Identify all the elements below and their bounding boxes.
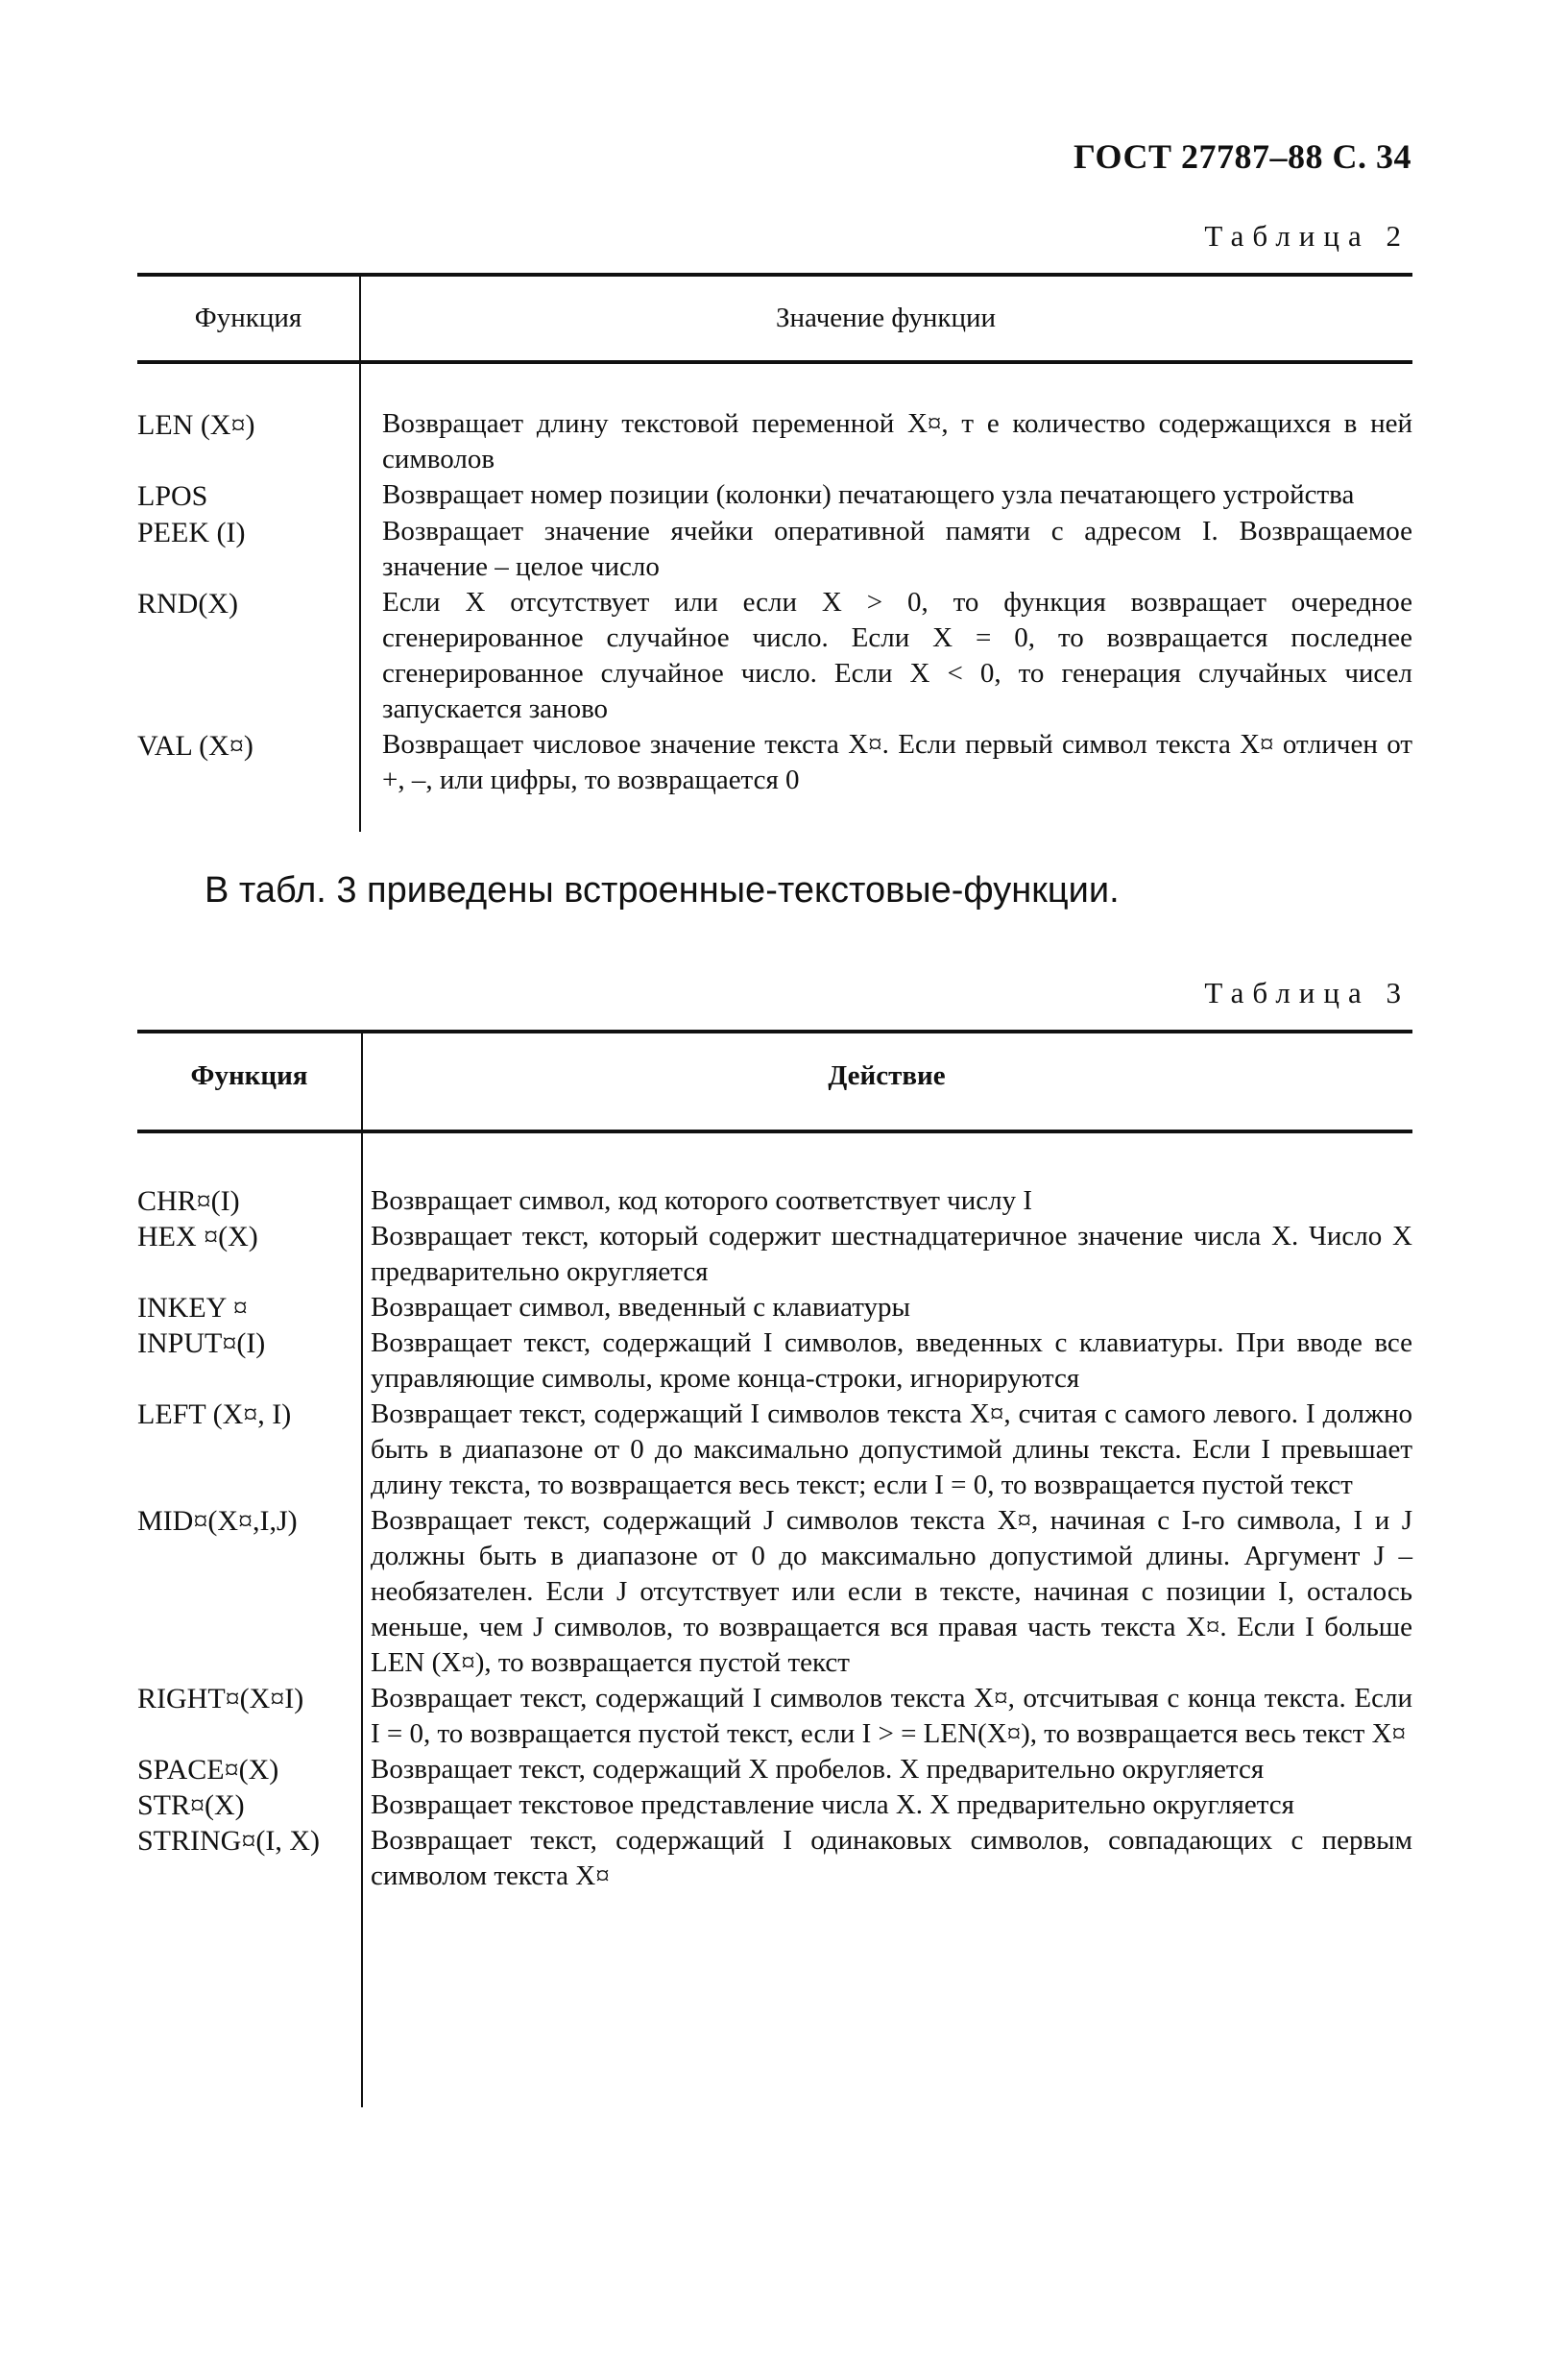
function-description: Возвращает текст, содержащий I одинаковых символов, совпадающих с первым символом текста X¤	[371, 1825, 1412, 1891]
function-name: INPUT¤(I)	[137, 1327, 266, 1359]
table3-header-action: Действие	[828, 1060, 946, 1091]
function-name: SPACE¤(X)	[137, 1754, 279, 1786]
function-name: VAL (X¤)	[137, 730, 253, 762]
table-row	[137, 1290, 1412, 1325]
function-description: Возвращает текст, содержащий X пробелов. X предварительно округляется	[371, 1754, 1265, 1785]
table2-top-rule	[137, 273, 1412, 277]
function-name: INKEY ¤	[137, 1292, 248, 1324]
table-row	[137, 1503, 1412, 1681]
function-description: Возвращает номер позиции (колонки) печатающего узла печатающего устройства	[382, 479, 1355, 510]
function-name: LPOS	[137, 480, 208, 512]
function-name: PEEK (I)	[137, 517, 246, 548]
table3-top-rule	[137, 1030, 1412, 1033]
table-3	[137, 1030, 1412, 2110]
function-description: Если X отсутствует или если X > 0, то функция возвращает очередное сгенерированное случайное число. Если X = 0, то возвращается последнее сгенерированное случайное число. Если X < 0, то генерация случайных чисел запускается заново	[382, 587, 1412, 724]
function-description: Возвращает значение ячейки оперативной памяти с адресом I. Возвращаемое значение – целое число	[382, 516, 1412, 582]
function-name: CHR¤(I)	[137, 1185, 240, 1217]
table3-body	[137, 1183, 1412, 1894]
table2-body	[137, 406, 1412, 798]
function-description: Возвращает текст, содержащий I символов, введенных с клавиатуры. При вводе все управляющие символы, кроме конца-строки, игнорируются	[371, 1327, 1412, 1394]
table-2	[137, 273, 1412, 859]
function-description: Возвращает длину текстовой переменной X¤, т е количество содержащихся в ней символов	[382, 408, 1412, 474]
table-row	[137, 585, 1412, 727]
function-name: RIGHT¤(X¤I)	[137, 1683, 304, 1714]
function-name: STR¤(X)	[137, 1789, 245, 1821]
table-row	[137, 1397, 1412, 1503]
table-row	[137, 1681, 1412, 1752]
function-name: RND(X)	[137, 588, 238, 620]
table3-caption: Таблица 3	[1204, 976, 1410, 1009]
table-row	[137, 1219, 1412, 1290]
function-name: LEN (X¤)	[137, 409, 255, 441]
function-name: STRING¤(I, X)	[137, 1825, 320, 1857]
table2-header-value: Значение функции	[775, 303, 997, 333]
table-row	[137, 1752, 1412, 1787]
table3-header-function: Функция	[190, 1060, 308, 1091]
function-description: Возвращает текст, содержащий I символов текста X¤, считая с самого левого. I должно быть в диапазоне от 0 до максимально допустимой длины текста. Если I превышает длину текста, то возвращается весь текст; если I = 0, то возвращается пустой текст	[371, 1398, 1412, 1500]
table2-header-rule	[137, 360, 1412, 364]
function-description: Возвращает текст, который содержит шестнадцатеричное значение числа X. Число X предварительно округляется	[371, 1221, 1412, 1287]
function-name: MID¤(X¤,I,J)	[137, 1505, 298, 1537]
function-description: Возвращает числовое значение текста X¤. Если первый символ текста X¤ отличен от +, –, или цифры, то возвращается 0	[382, 729, 1412, 795]
table-row	[137, 1183, 1412, 1219]
function-name: HEX ¤(X)	[137, 1221, 258, 1252]
page-header: ГОСТ 27787–88 С. 34	[1073, 137, 1411, 176]
table2-header-function: Функция	[194, 303, 302, 333]
table2-caption: Таблица 2	[1204, 219, 1410, 253]
table-row	[137, 514, 1412, 585]
table3-header-rule	[137, 1130, 1412, 1133]
table-row	[137, 477, 1412, 514]
function-name: LEFT (X¤, I)	[137, 1398, 292, 1430]
function-description: Возвращает символ, введенный с клавиатуры	[371, 1292, 910, 1323]
function-description: Возвращает текстовое представление числа X. X предварительно округляется	[371, 1789, 1294, 1820]
function-description: Возвращает символ, код которого соответствует числу I	[371, 1185, 1033, 1216]
table-row	[137, 1325, 1412, 1397]
table-row	[137, 1823, 1412, 1894]
table-row	[137, 1787, 1412, 1823]
table-row	[137, 727, 1412, 798]
function-description: Возвращает текст, содержащий J символов текста X¤, начиная с I-го символа, I и J должны быть в диапазоне от 0 до максимально допустимой длины. Аргумент J – необязателен. Если J отсутствует или если в тексте, начиная с позиции I, осталось меньше, чем J символов, то возвращается вся правая часть текста X¤. Если I больше LEN (X¤), то возвращается пустой текст	[371, 1505, 1412, 1678]
table-row	[137, 406, 1412, 477]
intro-table3: В табл. 3 приведены встроенные-текстовые-функции.	[205, 870, 1120, 911]
function-description: Возвращает текст, содержащий I символов текста X¤, отсчитывая с конца текста. Если I = 0, то возвращается пустой текст, если I > = LEN(X¤), то возвращается весь текст X¤	[371, 1683, 1412, 1749]
